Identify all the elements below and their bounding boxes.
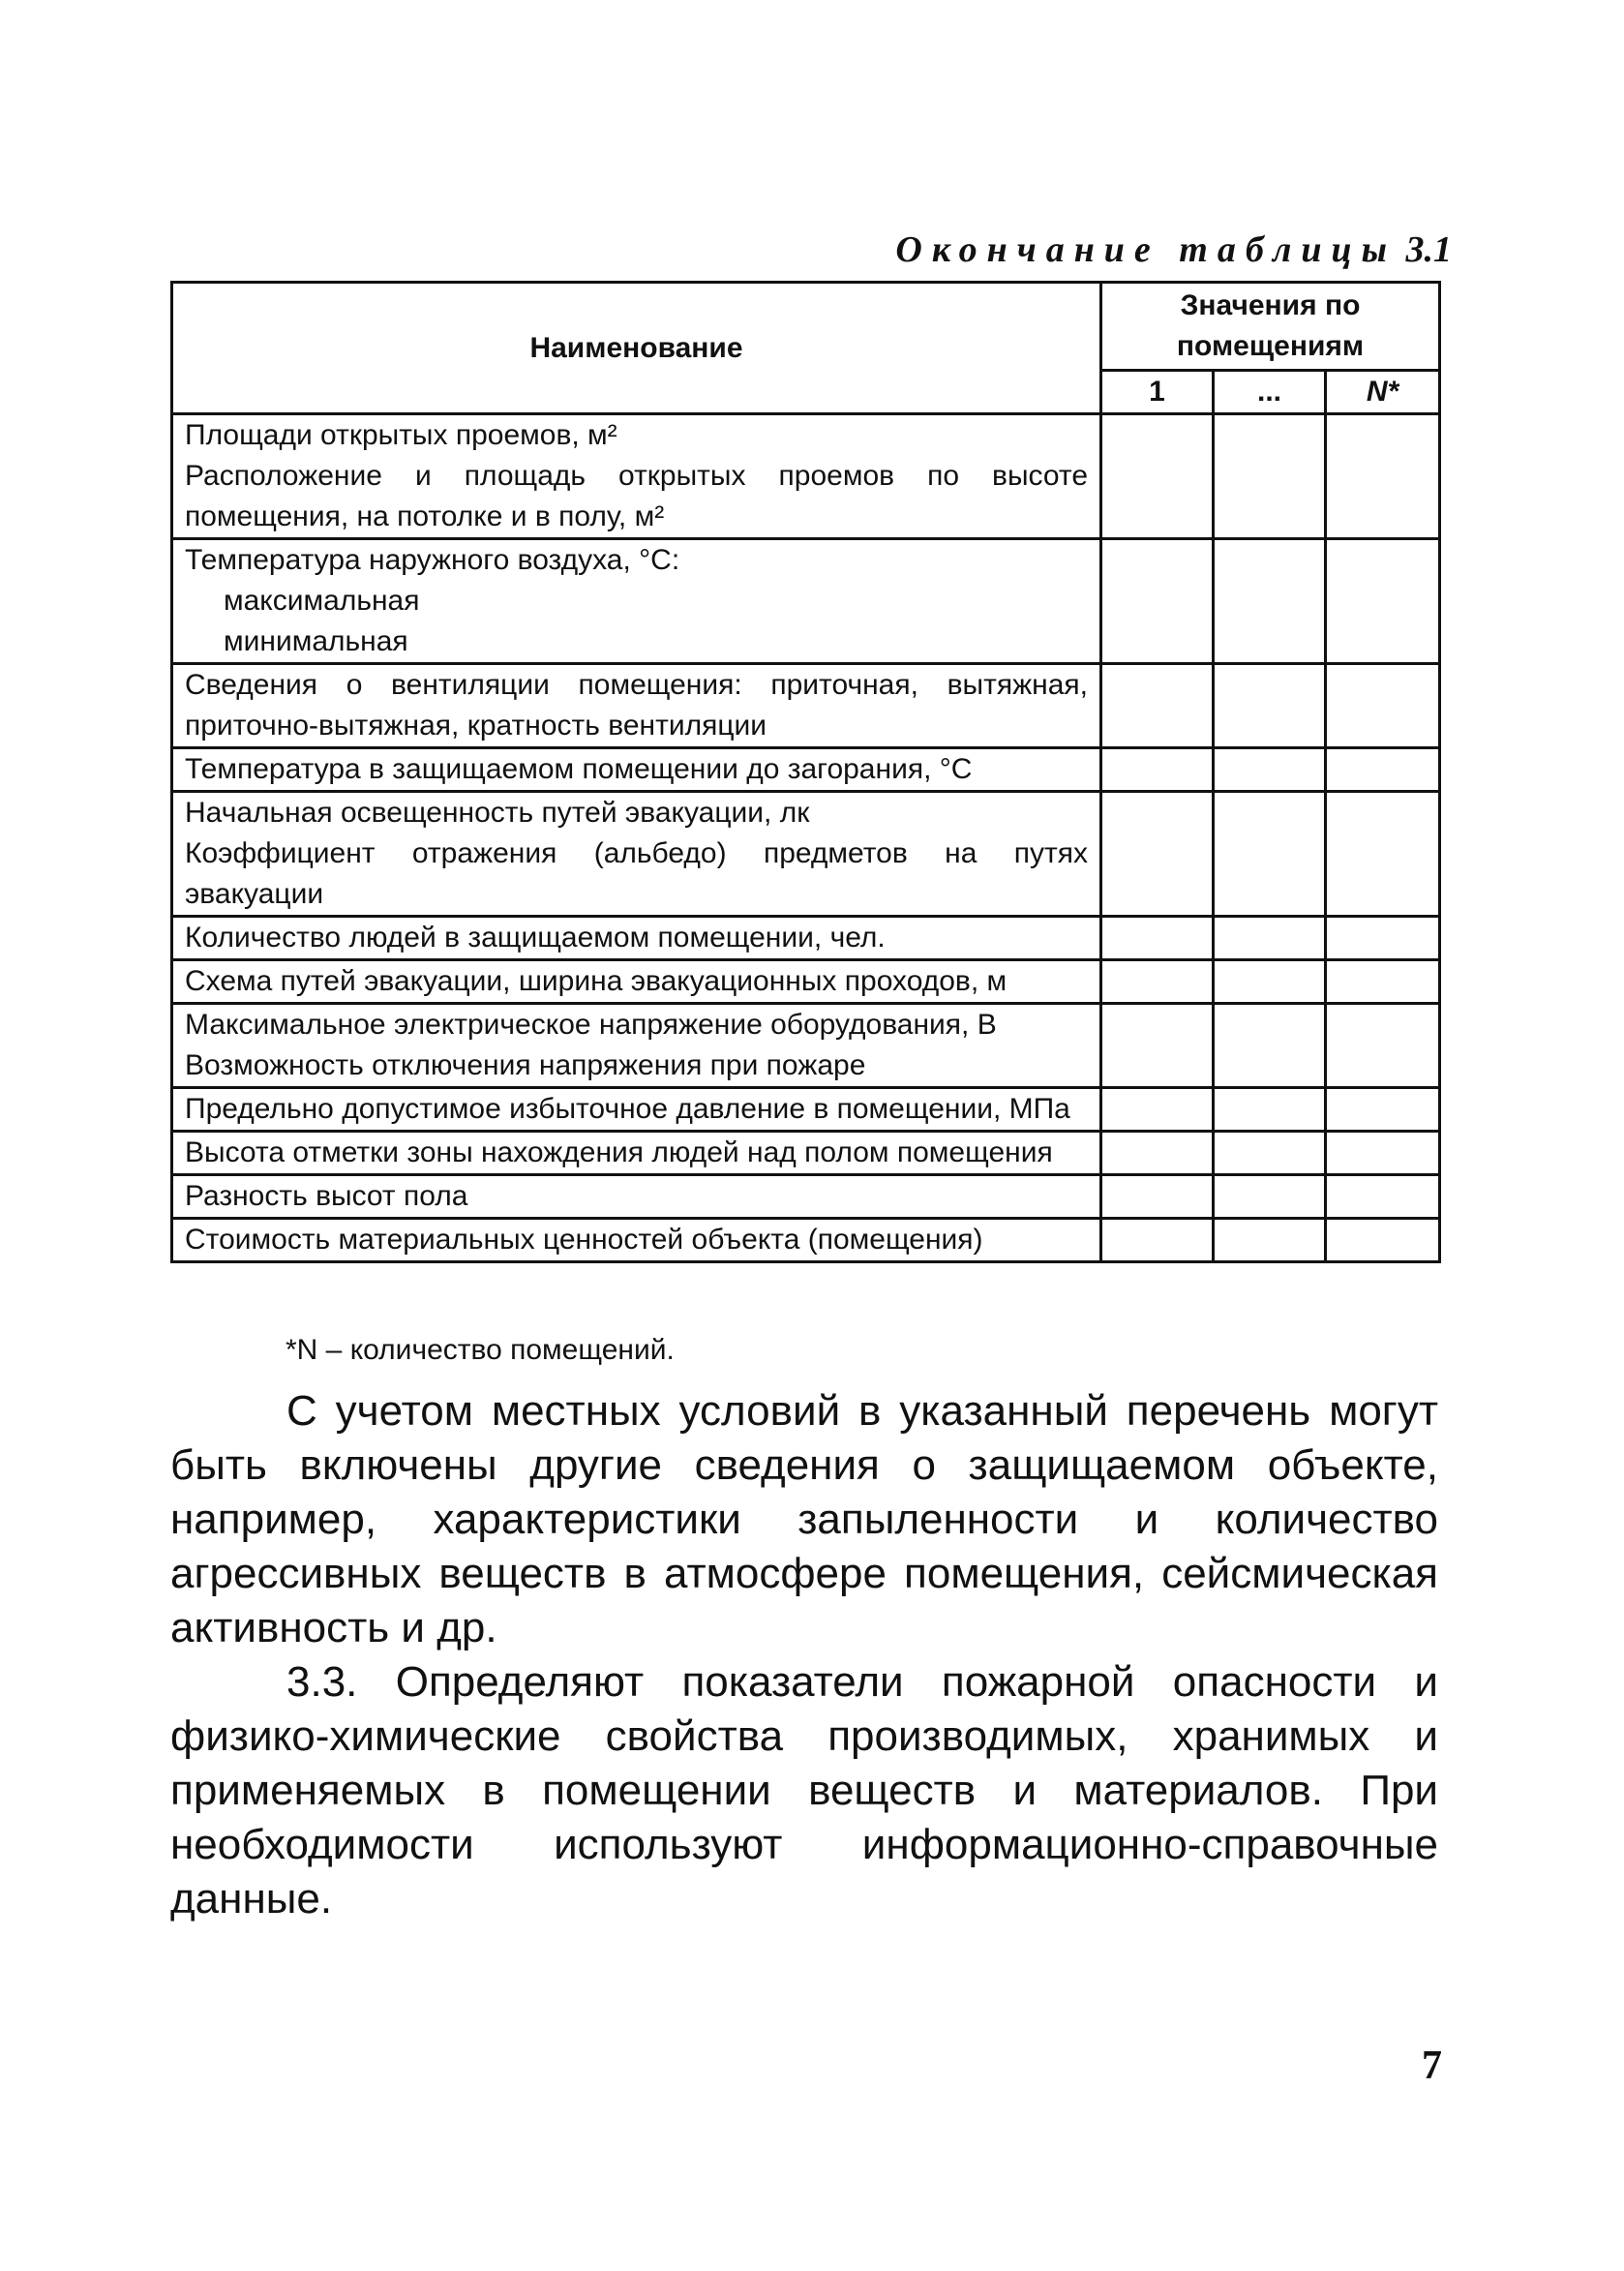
value-cell [1326,1004,1440,1088]
value-cell [1326,664,1440,748]
row-text: Предельно допустимое избыточное давление в помещении, МПа [185,1093,1070,1125]
value-cell [1101,792,1214,917]
value-cell [1214,1004,1326,1088]
row-name-cell [172,1088,1101,1132]
row-name-cell [172,792,1101,917]
value-cell [1214,748,1326,792]
row-text: Разность высот пола [185,1180,468,1212]
value-cell [1101,1219,1214,1262]
parameters-table [170,281,1441,1263]
table-row [172,1004,1440,1088]
header-col-n: N* [1326,371,1440,414]
table-row [172,1175,1440,1219]
value-cell [1326,1132,1440,1175]
header-col-ellipsis: ... [1214,371,1326,414]
table-caption [832,228,1452,271]
caption-number: 3.1 [1405,229,1452,270]
value-cell [1214,1132,1326,1175]
table-row [172,792,1440,917]
value-cell [1214,960,1326,1004]
value-cell [1326,539,1440,664]
row-text: Коэффициент отражения (альбедо) предметов на путях эвакуации [185,837,1088,910]
table-row [172,414,1440,539]
table-row [172,1088,1440,1132]
row-text: Начальная освещенность путей эвакуации, лк [185,797,810,829]
row-text: Расположение и площадь открытых проемов по высоте помещения, на потолке и в полу, м² [185,460,1088,532]
value-cell [1101,539,1214,664]
body-text [170,1384,1438,1926]
header-col-1: 1 [1101,371,1214,414]
row-name-cell [172,414,1101,539]
table-row [172,1132,1440,1175]
value-cell [1101,748,1214,792]
value-cell [1214,917,1326,960]
table-row [172,748,1440,792]
row-text: Сведения о вентиляции помещения: приточная, вытяжная, приточно-вытяжная, кратность вентиляции [185,669,1088,742]
row-name-cell [172,1004,1101,1088]
row-text: Температура в защищаемом помещении до загорания, °С [185,753,973,785]
value-cell [1326,792,1440,917]
row-name-cell [172,748,1101,792]
paragraph: 3.3. Определяют показатели пожарной опасности и физико-химические свойства производимых, хранимых и применяемых в помещении веществ и материалов. При необходимости используют информационно-справочные данные. [170,1658,1438,1923]
row-name-cell [172,1175,1101,1219]
row-text: Максимальное электрическое напряжение оборудования, В [185,1009,997,1041]
table-row [172,664,1440,748]
value-cell [1101,1088,1214,1132]
table-row [172,539,1440,664]
row-text: Площади открытых проемов, м² [185,419,617,451]
caption-text: Окончание таблицы [895,229,1397,270]
row-text: Количество людей в защищаемом помещении, чел. [185,922,886,954]
value-cell [1101,664,1214,748]
value-cell [1326,917,1440,960]
row-text: Схема путей эвакуации, ширина эвакуационных проходов, м [185,965,1007,997]
value-cell [1214,1088,1326,1132]
table-row [172,960,1440,1004]
row-name-cell [172,1219,1101,1262]
value-cell [1101,1004,1214,1088]
value-cell [1214,792,1326,917]
row-name-cell [172,1132,1101,1175]
row-text: минимальная [224,625,408,657]
row-text: Температура наружного воздуха, °С: [185,544,680,576]
paragraph: С учетом местных условий в указанный перечень могут быть включены другие сведения о защищаемом объекте, например, характеристики запыленности и количество агрессивных веществ в атмосфере помещения, сейсмическая активность и др. [170,1387,1438,1651]
value-cell [1101,414,1214,539]
row-name-cell [172,539,1101,664]
row-name-cell [172,664,1101,748]
value-cell [1101,1132,1214,1175]
value-cell [1326,1088,1440,1132]
row-text: Высота отметки зоны нахождения людей над полом помещения [185,1136,1053,1168]
value-cell [1101,960,1214,1004]
value-cell [1214,414,1326,539]
row-text: максимальная [224,585,420,617]
value-cell [1326,1219,1440,1262]
value-cell [1214,664,1326,748]
value-cell [1326,1175,1440,1219]
table-row [172,917,1440,960]
page-number: 7 [1422,2044,1442,2088]
row-text: Стоимость материальных ценностей объекта (помещения) [185,1224,983,1256]
row-text: Возможность отключения напряжения при пожаре [185,1049,866,1081]
row-name-cell [172,960,1101,1004]
value-cell [1101,1175,1214,1219]
value-cell [1101,917,1214,960]
value-cell [1326,748,1440,792]
footnote: *N – количество помещений. [286,1334,675,1366]
table-row [172,1219,1440,1262]
header-values-title: Значения по помещениям [1101,283,1440,371]
value-cell [1214,539,1326,664]
value-cell [1326,960,1440,1004]
value-cell [1326,414,1440,539]
value-cell [1214,1219,1326,1262]
row-name-cell [172,917,1101,960]
value-cell [1214,1175,1326,1219]
header-name: Наименование [172,283,1101,414]
